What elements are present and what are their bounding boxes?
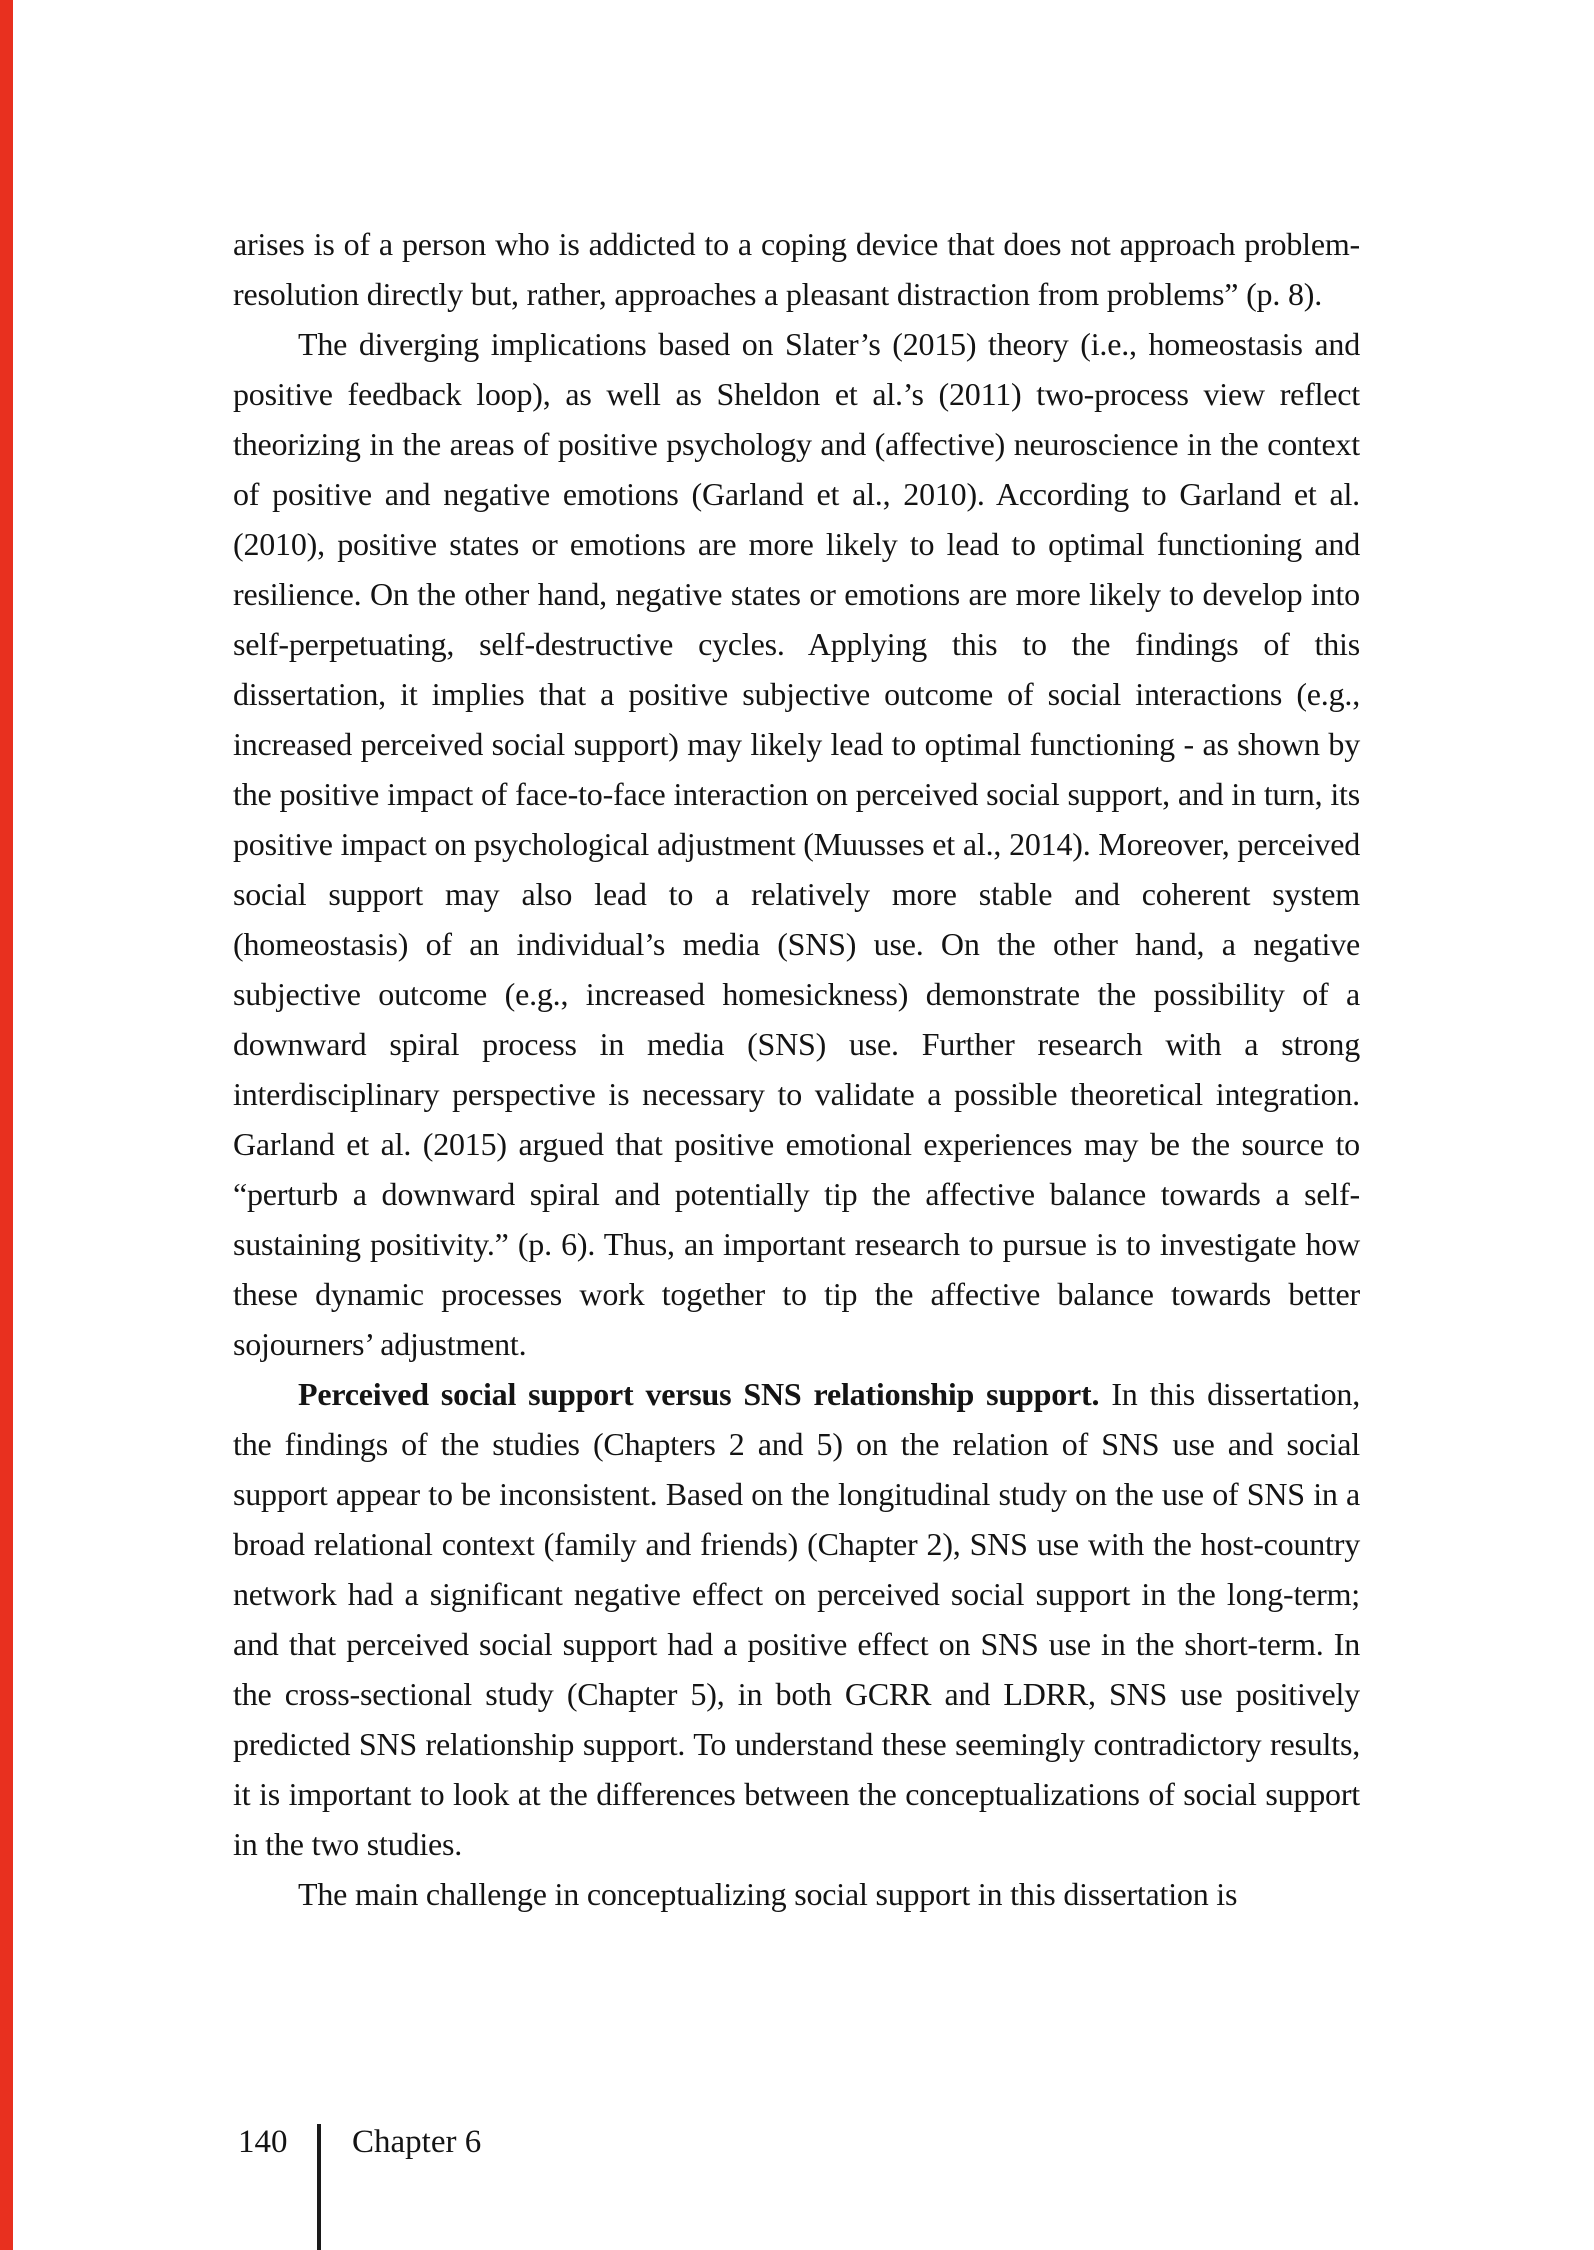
body-paragraph: The main challenge in conceptualizing social support in this dissertation is [298,1876,1238,1912]
page-number: 140 [238,2124,288,2160]
footer-divider-rule [317,2124,321,2250]
chapter-label: Chapter 6 [352,2124,482,2160]
body-paragraph: The diverging implications based on Slater’s (2015) theory (i.e., homeostasis and positive feedback loop), as well as Sheldon et al.’s (2011) two-process view reflect theorizing in the areas of positive psychology and (affective) neuroscience in the context of positive and negative emotions (Garland et al., 2010). According to Garland et al. (2010), positive states or emotions are more likely to lead to optimal functioning and resilience. On the other hand, negative states or emotions are more likely to develop into self-perpetuating, self-destructive cycles. Applying this to the findings of this dissertation, it implies that a positive subjective outcome of social interactions (e.g., increased perceived social support) may likely lead to optimal functioning - as shown by the positive impact of face-to-face interaction on perceived social support, and in turn, its positive impact on psychological adjustment (Muusses et al., 2014). Moreover, perceived social support may also lead to a relatively more stable and coherent system (homeostasis) of an individual’s media (SNS) use. On the other hand, a negative subjective outcome (e.g., increased homesickness) demonstrate the possibility of a downward spiral process in media (SNS) use. Further research with a strong interdisciplinary perspective is necessary to validate a possible theoretical integration. Garland et al. (2015) argued that positive emotional experiences may be the source to “perturb a downward spiral and potentially tip the affective balance towards a self-sustaining positivity.” (p. 6). Thus, an important research to pursue is to investigate how these dynamic processes work together to tip the affective balance towards better sojourners’ adjustment. [233,326,1360,1362]
paragraph-text: In this dissertation, the findings of the studies (Chapters 2 and 5) on the relation of SNS use and social support appear to be inconsistent. Based on the longitudinal study on the use of SNS in a broad relational context (family and friends) (Chapter 2), SNS use with the host-country network had a significant negative effect on perceived social support in the long-term; and that perceived social support had a positive effect on SNS use in the short-term. In the cross-sectional study (Chapter 5), in both GCRR and LDRR, SNS use positively predicted SNS relationship support. To understand these seemingly contradictory results, it is important to look at the differences between the conceptualizations of social support in the two studies. [233,1376,1360,1862]
chapter-edge-stripe [0,0,13,2250]
paragraph-bold-lead: Perceived social support versus SNS relationship support. [298,1376,1100,1412]
page-footer [0,2122,1594,2250]
body-text-block [233,219,1360,1919]
body-paragraph: arises is of a person who is addicted to a coping device that does not approach problem-resolution directly but, rather, approaches a pleasant distraction from problems” (p. 8). [233,226,1360,312]
body-paragraph [233,1369,1360,1869]
